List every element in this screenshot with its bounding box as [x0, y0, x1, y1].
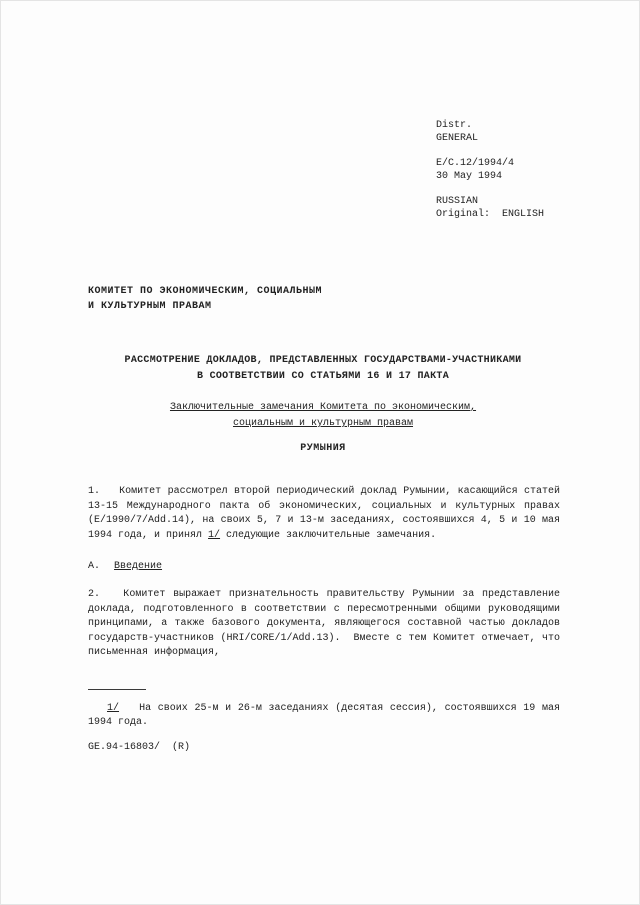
doc-date: 30 May 1994 [436, 171, 503, 182]
doc-symbol: E/C.12/1994/4 [436, 158, 515, 169]
main-title [84, 353, 562, 385]
main-title-line2: В СООТВЕТСТВИИ СО СТАТЬЯМИ 16 И 17 ПАКТА [196, 371, 450, 382]
subtitle-line2-text: социальным и культурным правам [232, 418, 414, 429]
footnote-reference-inline: 1/ [208, 529, 221, 541]
document-reference-number: GE.94-16803/ (R) [88, 742, 191, 753]
footnote-separator [88, 689, 146, 690]
paragraph-1-text: 1. Комитет рассмотрел второй периодический доклад Румынии, касающийся статей 13-15 Международного пакта об экономических, социальных и культурных правах (E/1990/7/Add.14), на своих 5, 7 и 13-м заседаниях, состоявшихся 4, 5 и 10 мая 1994 года, и принял [88, 486, 560, 541]
distribution-block [436, 119, 544, 145]
paragraph-2: 2. Комитет выражает признательность правительству Румынии за представление доклада, подготовленного в соответствии с пересмотренными общими руководящими принципами, а также базового документа, являющегося составной частью докладов государств-участников (HRI/CORE/1/Add.13). Вместе с тем Комитет отмечает, что письменная информация, [88, 589, 560, 658]
paragraph-1 [88, 485, 560, 543]
distr-value: GENERAL [436, 133, 479, 144]
main-title-line1: РАССМОТРЕНИЕ ДОКЛАДОВ, ПРЕДСТАВЛЕННЫХ ГОСУДАРСТВАМИ-УЧАСТНИКАМИ [124, 355, 522, 366]
section-a-label: A. [88, 561, 101, 572]
doc-language: RUSSIAN [436, 196, 479, 207]
committee-title-line2: И КУЛЬТУРНЫМ ПРАВАМ [88, 301, 212, 312]
language-block [436, 195, 544, 221]
section-a-title: Введение [114, 561, 163, 572]
footnote [88, 702, 560, 730]
subtitle [84, 400, 562, 432]
committee-title [88, 284, 322, 314]
subtitle-line1-text: Заключительные замечания Комитета по экономическим, [169, 402, 477, 413]
doc-original-language: Original: ENGLISH [436, 209, 545, 220]
distr-label: Distr. [436, 120, 473, 131]
footnote-ref: 1/ [107, 703, 120, 714]
section-a-heading [88, 560, 162, 574]
country-heading: РУМЫНИЯ [300, 443, 346, 454]
subtitle-line1 [84, 400, 562, 416]
document-header-meta [436, 119, 544, 233]
subtitle-line2 [84, 416, 562, 432]
footnote-text: На своих 25-м и 26-м заседаниях (десятая сессия), состоявшихся 19 мая 1994 года. [88, 703, 560, 728]
paragraph-1-text-after: следующие заключительные замечания. [220, 529, 437, 541]
committee-title-line1: КОМИТЕТ ПО ЭКОНОМИЧЕСКИМ, СОЦИАЛЬНЫМ [88, 286, 323, 297]
symbol-date-block [436, 157, 544, 183]
